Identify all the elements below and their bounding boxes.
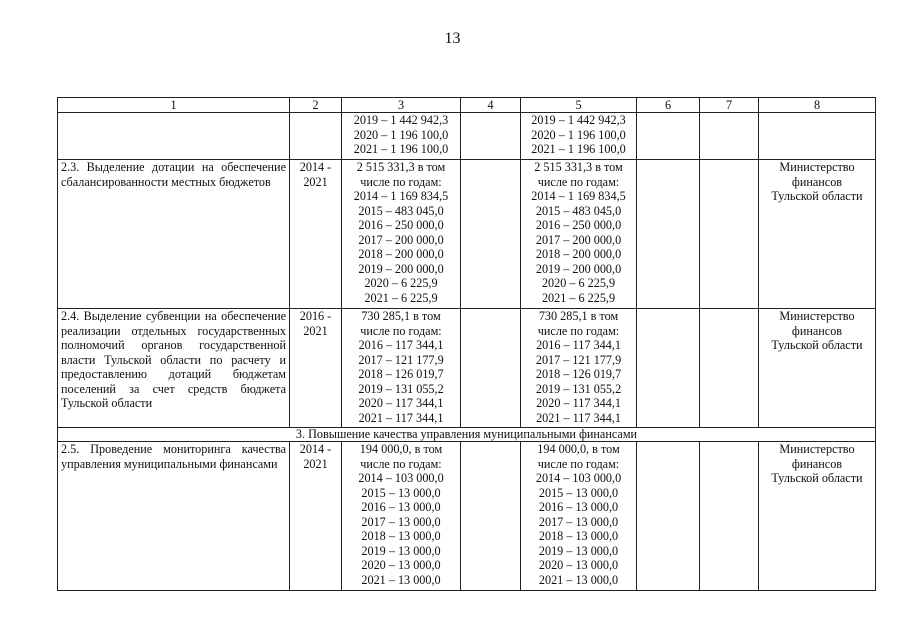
funding-line: числе по годам: xyxy=(537,174,620,189)
executor-cell xyxy=(759,160,876,309)
funding-line: 2015 – 13 000,0 xyxy=(361,485,441,500)
funding-line: 2019 – 1 442 942,3 xyxy=(531,113,626,127)
funding-line: 2017 – 13 000,0 xyxy=(538,514,619,529)
funding-line: 2018 – 200 000,0 xyxy=(535,247,622,261)
funding-line: 2016 – 117 344,1 xyxy=(358,338,444,352)
page-number: 13 xyxy=(444,30,461,47)
funding-line: числе по годам: xyxy=(360,456,442,471)
funding-line: 2015 – 13 000,0 xyxy=(538,485,619,500)
funding-line: 2014 – 103 000,0 xyxy=(358,471,444,485)
funding-line: 2018 – 126 019,7 xyxy=(358,367,444,381)
table-row xyxy=(58,309,876,428)
funding-line: 2014 – 1 169 834,5 xyxy=(531,189,626,203)
period-cell: 2014 - 2021 xyxy=(290,160,342,309)
column-header: 8 xyxy=(759,98,876,113)
funding-line: 2 515 331,3 в том xyxy=(356,160,446,174)
funding-line: 2021 – 117 344,1 xyxy=(536,410,621,425)
funding-line: 2020 – 6 225,9 xyxy=(541,276,616,290)
program-table xyxy=(57,97,876,591)
funding-cell xyxy=(521,309,637,428)
funding-line: 2020 – 13 000,0 xyxy=(538,558,619,572)
funding-line: 2 515 331,3 в том xyxy=(534,160,623,174)
funding-line: 2018 – 13 000,0 xyxy=(361,529,441,543)
funding-line: 2021 – 6 225,9 xyxy=(364,290,438,305)
column-header: 4 xyxy=(461,98,521,113)
carry-over-row xyxy=(58,113,876,160)
funding-line: 2021 – 1 196 100,0 xyxy=(353,142,449,156)
executor-line: Тульской области xyxy=(771,189,863,203)
funding-line: 2017 – 13 000,0 xyxy=(361,514,441,529)
funding-line: 2020 – 117 344,1 xyxy=(358,396,444,410)
funding-line: 2015 – 483 045,0 xyxy=(358,203,444,218)
executor-cell xyxy=(759,442,876,591)
column-header: 5 xyxy=(521,98,637,113)
funding-cell xyxy=(521,113,637,160)
funding-line: 2018 – 13 000,0 xyxy=(538,529,619,543)
funding-line: 2014 – 103 000,0 xyxy=(535,471,622,485)
funding-line: 2018 – 126 019,7 xyxy=(535,367,622,381)
funding-cell xyxy=(342,113,461,160)
funding-line: 2017 – 200 000,0 xyxy=(535,232,622,247)
funding-line: 2019 – 13 000,0 xyxy=(538,543,619,558)
funding-line: 2018 – 200 000,0 xyxy=(358,247,444,261)
funding-line: 2014 – 1 169 834,5 xyxy=(353,189,449,203)
funding-cell xyxy=(521,160,637,309)
funding-line: 2020 – 1 196 100,0 xyxy=(531,127,626,142)
column-number-row xyxy=(58,98,876,113)
executor-line: Тульской области xyxy=(771,338,863,352)
funding-line: числе по годам: xyxy=(360,174,442,189)
funding-line: числе по годам: xyxy=(537,323,620,338)
funding-line: 2021 – 6 225,9 xyxy=(541,290,616,305)
funding-line: 2019 – 13 000,0 xyxy=(361,543,441,558)
funding-line: 2015 – 483 045,0 xyxy=(535,203,622,218)
period-cell: 2014 - 2021 xyxy=(290,442,342,591)
executor-line: Министерство xyxy=(779,309,855,323)
funding-line: 730 285,1 в том xyxy=(538,309,619,323)
executor-line: финансов xyxy=(791,456,843,471)
funding-line: 2020 – 13 000,0 xyxy=(361,558,441,572)
funding-line: 2017 – 121 177,9 xyxy=(535,352,622,367)
funding-line: 2021 – 1 196 100,0 xyxy=(531,142,626,156)
table-row xyxy=(58,442,876,591)
funding-line: 2016 – 250 000,0 xyxy=(535,218,622,232)
funding-line: 2021 – 117 344,1 xyxy=(358,410,444,425)
funding-line: 2019 – 200 000,0 xyxy=(358,261,444,276)
funding-line: 2019 – 1 442 942,3 xyxy=(353,113,449,127)
column-header: 2 xyxy=(290,98,342,113)
funding-line: 730 285,1 в том xyxy=(361,309,441,323)
funding-line: 2017 – 200 000,0 xyxy=(358,232,444,247)
funding-line: 194 000,0, в том xyxy=(537,442,620,456)
executor-line: Министерство xyxy=(779,160,855,174)
section-heading-row xyxy=(58,428,876,442)
activity-title: 2.5. Проведение мониторинга качества управления муниципальными финансами xyxy=(58,442,290,591)
column-header: 7 xyxy=(700,98,759,113)
funding-line: 2019 – 200 000,0 xyxy=(535,261,622,276)
funding-cell xyxy=(521,442,637,591)
period-cell: 2016 - 2021 xyxy=(290,309,342,428)
column-header: 1 xyxy=(58,98,290,113)
funding-line: 2021 – 13 000,0 xyxy=(361,572,441,587)
funding-cell xyxy=(342,309,461,428)
executor-line: Министерство xyxy=(779,442,855,456)
column-header: 3 xyxy=(342,98,461,113)
column-header: 6 xyxy=(637,98,700,113)
executor-line: Тульской области xyxy=(771,471,863,485)
executor-line: финансов xyxy=(791,323,843,338)
activity-title: 2.4. Выделение субвенции на обеспечение реализации отдельных государственных полномочий органов государственной власти Тульской области по расчету и предоставлению дотаций бюджетам поселений за счет средств бюджета Тульской области xyxy=(58,309,290,428)
funding-line: 194 000,0, в том xyxy=(359,442,443,456)
funding-line: 2016 – 250 000,0 xyxy=(358,218,444,232)
funding-line: 2019 – 131 055,2 xyxy=(358,381,444,396)
funding-line: 2020 – 6 225,9 xyxy=(364,276,438,290)
funding-line: 2020 – 117 344,1 xyxy=(536,396,621,410)
activity-title: 2.3. Выделение дотации на обеспечение сбалансированности местных бюджетов xyxy=(58,160,290,309)
funding-line: 2021 – 13 000,0 xyxy=(538,572,619,587)
funding-line: 2016 – 13 000,0 xyxy=(361,500,441,514)
funding-cell xyxy=(342,160,461,309)
funding-line: 2020 – 1 196 100,0 xyxy=(353,127,449,142)
funding-cell xyxy=(342,442,461,591)
executor-line: финансов xyxy=(791,174,843,189)
funding-line: 2016 – 117 344,1 xyxy=(536,338,621,352)
funding-line: 2016 – 13 000,0 xyxy=(538,500,619,514)
table-row xyxy=(58,160,876,309)
executor-cell xyxy=(759,309,876,428)
funding-line: 2017 – 121 177,9 xyxy=(358,352,444,367)
section-title: 3. Повышение качества управления муниципальными финансами xyxy=(58,428,876,442)
funding-line: 2019 – 131 055,2 xyxy=(535,381,622,396)
funding-line: числе по годам: xyxy=(537,456,620,471)
funding-line: числе по годам: xyxy=(360,323,442,338)
